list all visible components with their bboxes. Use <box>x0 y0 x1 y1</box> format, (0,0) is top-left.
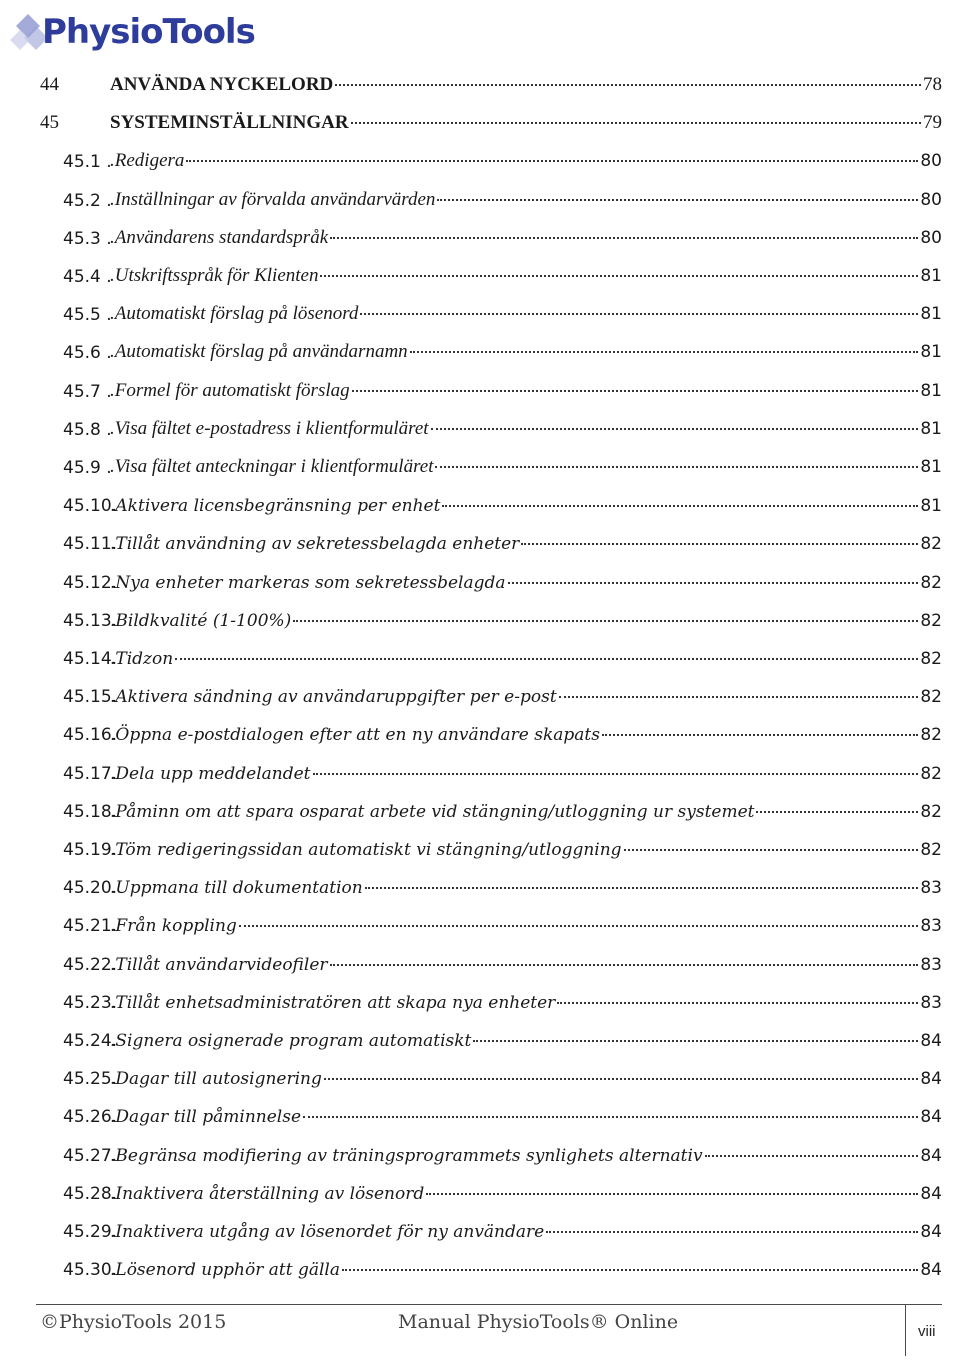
toc-dot-leader <box>559 696 919 698</box>
toc-dot-leader <box>324 1078 918 1080</box>
toc-entry-title[interactable]: .Inaktivera återställning av lösenord <box>110 1183 425 1204</box>
toc-entry-number: 45.1 . <box>63 152 112 173</box>
toc-dot-leader <box>342 1269 918 1271</box>
toc-entry-number: 45.2 . <box>63 190 112 211</box>
toc-dot-leader <box>186 160 918 162</box>
toc-entry[interactable] <box>0 1140 960 1170</box>
toc-entry-line <box>110 764 942 784</box>
toc-entry-number: 45.17. <box>63 763 118 784</box>
toc-entry-number: 45.26. <box>63 1107 118 1128</box>
toc-entry-line <box>110 150 942 172</box>
toc-entry-title[interactable]: ANVÄNDA NYCKELORD <box>110 74 334 95</box>
toc-dot-leader <box>351 122 921 124</box>
toc-entry-title[interactable]: .Dagar till påminnelse <box>110 1107 302 1128</box>
toc-entry-line <box>110 1146 942 1166</box>
toc-entry[interactable] <box>0 223 960 253</box>
toc-entry-title[interactable]: .Begränsa modifiering av träningsprogrammets synlighets alternativ <box>110 1145 703 1166</box>
toc-entry-page: 81 <box>920 380 942 401</box>
toc-dot-leader <box>330 964 919 966</box>
toc-entry-line <box>110 955 942 975</box>
toc-entry-number: 45.12. <box>63 572 118 593</box>
toc-entry-page: 80 <box>920 189 942 210</box>
toc-entry[interactable] <box>0 1101 960 1131</box>
toc-entry-page: 79 <box>923 112 942 134</box>
toc-entry-line <box>110 687 942 707</box>
toc-entry-number: 45.8 . <box>63 419 112 440</box>
toc-entry-number: 45.25. <box>63 1069 118 1090</box>
toc-dot-leader <box>521 543 918 545</box>
footer-manual-title: Manual PhysioTools® Online <box>398 1311 679 1333</box>
toc-entry-line <box>110 1260 942 1280</box>
toc-entry[interactable] <box>0 185 960 215</box>
toc-entry-page: 83 <box>920 916 942 937</box>
toc-entry-title[interactable]: .Aktivera sändning av användaruppgifter per e-post <box>110 687 557 708</box>
toc-entry[interactable] <box>0 1025 960 1055</box>
toc-entry-number: 45.7 . <box>63 381 112 402</box>
toc-entry-page: 84 <box>920 1031 942 1051</box>
toc-entry-page: 82 <box>920 534 942 555</box>
toc-entry-line <box>110 227 942 249</box>
toc-entry-number: 44 <box>40 74 59 95</box>
toc-entry[interactable] <box>0 528 960 558</box>
toc-dot-leader <box>313 773 919 775</box>
toc-entry-title[interactable]: .Visa fältet e-postadress i klientformuläret <box>110 417 429 439</box>
toc-entry-page: 81 <box>920 496 942 517</box>
toc-entry-title[interactable]: .Inaktivera utgång av lösenordet för ny användare <box>110 1222 545 1242</box>
toc-entry-number: 45.22. <box>63 954 118 975</box>
toc-entry-number: 45.29. <box>63 1222 118 1242</box>
toc-entry[interactable] <box>0 567 960 597</box>
toc-entry-line <box>110 341 942 363</box>
toc-entry-line <box>110 496 942 516</box>
toc-entry-page: 82 <box>920 840 942 860</box>
toc-entry-page: 82 <box>920 725 942 746</box>
toc-entry-title[interactable]: .Tillåt användarvideofiler <box>110 954 328 975</box>
toc-dot-leader <box>320 275 918 277</box>
logo-text: PhysioTools <box>42 12 255 52</box>
toc-entry-title[interactable]: .Från koppling <box>110 916 237 937</box>
toc-entry[interactable] <box>0 605 960 635</box>
toc-dot-leader <box>431 428 919 430</box>
toc-entry-line <box>110 112 942 134</box>
toc-entry-page: 82 <box>920 801 942 822</box>
toc-entry[interactable] <box>0 910 960 940</box>
toc-dot-leader <box>239 925 919 927</box>
toc-entry-line <box>110 993 942 1013</box>
toc-entry-line <box>110 189 942 211</box>
toc-entry-page: 80 <box>920 151 942 172</box>
toc-entry-title[interactable]: .Användarens standardspråk <box>110 226 329 248</box>
toc-entry-number: 45.21. <box>63 916 118 937</box>
toc-entry-number: 45.10. <box>63 496 118 517</box>
toc-entry[interactable] <box>0 299 960 329</box>
toc-entry-page: 84 <box>920 1183 942 1204</box>
toc-entry-title[interactable]: .Formel för automatiskt förslag <box>110 379 350 401</box>
toc-entry-page: 82 <box>920 610 942 631</box>
toc-entry-page: 82 <box>920 763 942 784</box>
toc-entry-page: 82 <box>920 649 942 669</box>
toc-dot-leader <box>508 582 919 584</box>
toc-entry[interactable] <box>0 872 960 902</box>
toc-entry-line <box>110 534 942 554</box>
toc-entry-line <box>110 649 942 669</box>
toc-entry-line <box>110 74 942 96</box>
toc-entry[interactable] <box>0 414 960 444</box>
toc-entry-line <box>110 456 942 478</box>
toc-entry-line <box>110 418 942 440</box>
toc-dot-leader <box>293 620 918 622</box>
toc-dot-leader <box>365 887 919 889</box>
toc-entry-page: 80 <box>920 227 942 248</box>
toc-entry-title[interactable]: .Redigera <box>110 150 185 172</box>
toc-entry-title[interactable]: .Utskriftsspråk för Klienten <box>110 265 319 286</box>
toc-entry-page: 78 <box>923 74 942 95</box>
toc-entry[interactable] <box>0 1178 960 1208</box>
toc-entry[interactable] <box>0 1063 960 1093</box>
toc-dot-leader <box>437 199 918 201</box>
toc-dot-leader <box>352 390 919 392</box>
toc-entry-page: 81 <box>920 342 942 363</box>
toc-entry-title[interactable]: .Töm redigeringssidan automatiskt vi stängning/utloggning <box>110 840 622 860</box>
toc-entry-line <box>110 611 942 631</box>
toc-entry-line <box>110 916 942 936</box>
toc-entry-title[interactable]: .Inställningar av förvalda användarvärden <box>110 188 436 210</box>
toc-entry-number: 45.23. <box>63 992 118 1013</box>
toc-entry-page: 81 <box>920 457 942 477</box>
toc-entry[interactable] <box>0 796 960 826</box>
toc-dot-leader <box>330 237 918 239</box>
toc-dot-leader <box>624 849 919 851</box>
toc-entry-line <box>110 1031 942 1051</box>
toc-entry-title[interactable]: .Tillåt användning av sekretessbelagda enheter <box>110 534 520 555</box>
toc-entry-title[interactable]: .Automatiskt förslag på lösenord <box>110 303 359 325</box>
footer-page-number: viii <box>918 1323 936 1340</box>
toc-entry-page: 83 <box>920 992 942 1013</box>
toc-entry-title[interactable]: SYSTEMINSTÄLLNINGAR <box>110 112 349 134</box>
toc-entry-page: 84 <box>920 1145 942 1166</box>
toc-entry-title[interactable]: .Uppmana till dokumentation <box>110 878 363 899</box>
toc-entry[interactable] <box>0 108 960 138</box>
toc-entry-page: 83 <box>920 954 942 975</box>
toc-entry-title[interactable]: .Aktivera licensbegränsning per enhet <box>110 496 441 517</box>
toc-entry[interactable] <box>0 949 960 979</box>
toc-entry-number: 45.13. <box>63 610 118 631</box>
toc-entry-number: 45.9 . <box>63 458 112 478</box>
toc-entry-number: 45.5 . <box>63 305 112 326</box>
toc-entry-line <box>110 840 942 860</box>
toc-entry[interactable] <box>0 1254 960 1284</box>
toc-entry[interactable] <box>0 719 960 749</box>
footer-divider <box>36 1304 942 1305</box>
toc-dot-leader <box>557 1002 918 1004</box>
toc-entry-number: 45.28. <box>63 1183 118 1204</box>
toc-entry-page: 84 <box>920 1107 942 1128</box>
toc-entry-line <box>110 573 942 593</box>
toc-entry-line <box>110 802 942 822</box>
toc-entry-title[interactable]: .Bildkvalité (1-100%) <box>110 610 292 631</box>
footer-page-separator <box>905 1304 906 1356</box>
toc-entry[interactable] <box>0 834 960 864</box>
toc-dot-leader <box>360 313 918 315</box>
toc-entry-page: 82 <box>920 687 942 708</box>
toc-entry-title[interactable]: .Visa fältet anteckningar i klientformuläret <box>110 456 434 477</box>
toc-entry-title[interactable]: .Nya enheter markeras som sekretessbelagda <box>110 572 506 593</box>
toc-entry[interactable] <box>0 337 960 367</box>
toc-dot-leader <box>473 1040 918 1042</box>
toc-entry-title[interactable]: .Signera osignerade program automatiskt <box>110 1031 472 1051</box>
toc-entry-line <box>110 1069 942 1089</box>
toc-entry-line <box>110 1107 942 1127</box>
toc-dot-leader <box>602 734 918 736</box>
toc-entry-title[interactable]: .Dela upp meddelandet <box>110 763 311 784</box>
footer-copyright: ©PhysioTools 2015 <box>40 1311 227 1333</box>
toc-entry[interactable] <box>0 452 960 482</box>
toc-dot-leader <box>426 1193 918 1195</box>
toc-entry-number: 45.24. <box>63 1031 118 1051</box>
toc-dot-leader <box>442 505 918 507</box>
toc-entry-number: 45.20. <box>63 878 118 899</box>
toc-entry-number: 45.11. <box>63 534 118 555</box>
toc-entry-title[interactable]: .Öppna e-postdialogen efter att en ny användare skapats <box>110 725 600 746</box>
toc-entry-line <box>110 1222 942 1242</box>
toc-entry-page: 84 <box>920 1260 942 1281</box>
toc-entry-page: 82 <box>920 572 942 593</box>
toc-entry-number: 45.6 . <box>63 343 112 364</box>
toc-entry-page: 84 <box>920 1222 942 1242</box>
toc-entry[interactable] <box>0 1216 960 1246</box>
toc-entry[interactable] <box>0 376 960 406</box>
toc-dot-leader <box>335 84 921 86</box>
toc-dot-leader <box>435 466 918 468</box>
toc-entry-page: 81 <box>920 266 942 286</box>
toc-entry[interactable] <box>0 146 960 176</box>
toc-entry-title[interactable]: .Dagar till autosignering <box>110 1069 322 1090</box>
toc-dot-leader <box>303 1116 918 1118</box>
toc-entry-page: 83 <box>920 878 942 899</box>
toc-entry-title[interactable]: .Lösenord upphör att gälla <box>110 1260 340 1281</box>
toc-entry-number: 45.30. <box>63 1260 118 1281</box>
toc-entry[interactable] <box>0 70 960 100</box>
toc-entry-line <box>110 725 942 745</box>
toc-entry-number: 45.27. <box>63 1145 118 1166</box>
toc-entry-number: 45.15. <box>63 687 118 708</box>
toc-dot-leader <box>756 811 918 813</box>
toc-entry-page: 81 <box>920 304 942 325</box>
toc-entry-title[interactable]: .Tidzon <box>110 649 174 669</box>
toc-entry[interactable] <box>0 987 960 1017</box>
toc-entry[interactable] <box>0 681 960 711</box>
toc-entry-title[interactable]: .Tillåt enhetsadministratören att skapa nya enheter <box>110 992 556 1013</box>
toc-entry-number: 45.14. <box>63 649 118 669</box>
toc-entry-line <box>110 878 942 898</box>
toc-entry-line <box>110 1184 942 1204</box>
toc-entry-line <box>110 380 942 402</box>
toc-entry[interactable] <box>0 261 960 291</box>
toc-entry-title[interactable]: .Automatiskt förslag på användarnamn <box>110 341 408 363</box>
toc-entry-page: 81 <box>920 418 942 439</box>
toc-entry-number: 45.16. <box>63 725 118 746</box>
toc-dot-leader <box>175 658 918 660</box>
toc-entry-title[interactable]: .Påminn om att spara osparat arbete vid stängning/utloggning ur systemet <box>110 801 755 822</box>
toc-dot-leader <box>546 1231 918 1233</box>
toc-entry-line <box>110 265 942 287</box>
toc-entry[interactable] <box>0 758 960 788</box>
toc-entry-number: 45.19. <box>63 840 118 860</box>
toc-entry-number: 45 <box>40 112 59 134</box>
toc-entry[interactable] <box>0 490 960 520</box>
toc-entry-page: 84 <box>920 1069 942 1090</box>
toc-dot-leader <box>705 1155 919 1157</box>
toc-dot-leader <box>410 351 919 353</box>
toc-entry-number: 45.3 . <box>63 228 112 249</box>
toc-entry-number: 45.4 . <box>63 267 112 287</box>
toc-entry-line <box>110 303 942 325</box>
toc-entry-number: 45.18. <box>63 801 118 822</box>
toc-entry[interactable] <box>0 643 960 673</box>
